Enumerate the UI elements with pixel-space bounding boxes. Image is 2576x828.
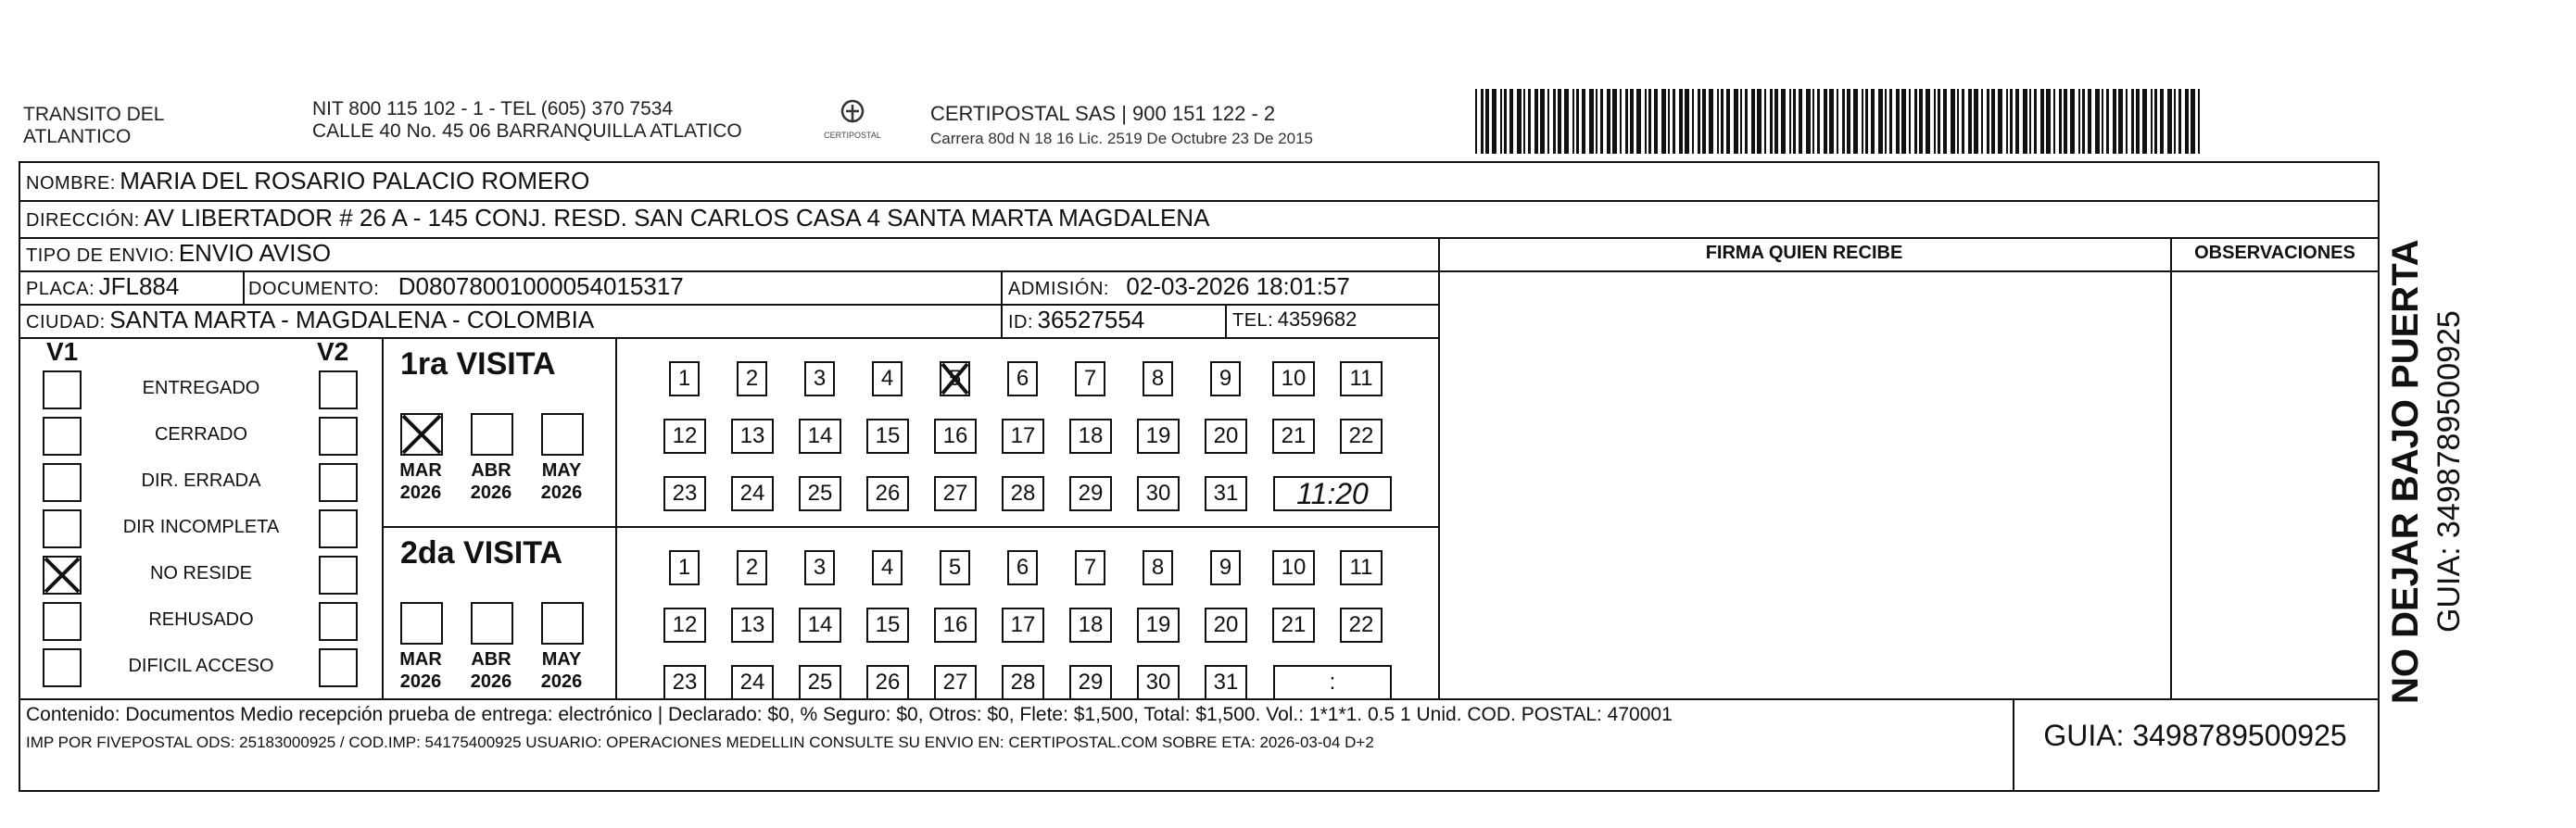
day-box[interactable]: 20 [1205, 419, 1247, 454]
barcode-bar [2106, 89, 2109, 154]
day-box[interactable]: 12 [663, 419, 706, 454]
barcode-bar [1504, 89, 1507, 154]
barcode-bar [2126, 89, 2128, 154]
day-box[interactable]: 22 [1340, 608, 1383, 643]
barcode-bar [1957, 89, 1959, 154]
v2-checkbox[interactable] [319, 556, 358, 595]
barcode-bar [2082, 89, 2085, 154]
side-guia: GUIA: 3498789500925 [2431, 310, 2467, 633]
day-box[interactable]: 1 [669, 361, 700, 396]
barcode-bar [1865, 89, 1868, 154]
checked-x-icon [400, 413, 443, 456]
barcode-bar [2113, 89, 2116, 154]
barcode-bar [1889, 89, 1892, 154]
day-box[interactable]: 24 [731, 476, 774, 511]
month-year: 2026 [540, 671, 583, 692]
barcode-bar [1837, 89, 1838, 154]
barcode-bar [1751, 89, 1755, 154]
barcode-bar [1974, 89, 1978, 154]
day-box[interactable]: 25 [799, 665, 841, 700]
placa-label: PLACA: [26, 279, 95, 299]
barcode-bar [1673, 89, 1675, 154]
firma-header: FIRMA QUIEN RECIBE [1705, 243, 1903, 263]
day-box[interactable]: 6 [1007, 550, 1038, 585]
barcode-bar [2088, 89, 2091, 154]
month-name: MAY [541, 460, 582, 481]
barcode-bar [1806, 89, 1811, 154]
day-box[interactable]: 4 [872, 550, 903, 585]
tel-label: TEL: [1232, 310, 1274, 331]
barcode-bar [1981, 89, 1983, 154]
barcode-bar [1853, 89, 1858, 154]
tipo-label: TIPO DE ENVIO: [26, 245, 175, 266]
observations-area[interactable] [2174, 274, 2374, 695]
day-box[interactable]: 2 [737, 550, 767, 585]
v2-checkbox[interactable] [319, 602, 358, 641]
guia-footer: GUIA: 3498789500925 [2043, 719, 2347, 752]
day-box[interactable]: 12 [663, 608, 706, 643]
v2-checkbox[interactable] [319, 463, 358, 502]
barcode-bar [1709, 89, 1713, 154]
v1-checkbox[interactable] [43, 463, 82, 502]
barcode-bar [1582, 89, 1585, 154]
placa-value: JFL884 [98, 272, 180, 300]
month-checkbox[interactable] [541, 413, 584, 456]
v2-checkbox[interactable] [319, 648, 358, 687]
divider [615, 337, 617, 698]
barcode-bar [1926, 89, 1930, 154]
barcode-bar [1793, 89, 1796, 154]
barcode-bar [1698, 89, 1700, 154]
checked-x-icon [940, 361, 970, 396]
divider [20, 337, 1438, 339]
barcode-bar [2102, 89, 2103, 154]
barcode-bar [1509, 89, 1513, 154]
day-box[interactable]: 10 [1272, 361, 1315, 396]
sender-contact [312, 98, 742, 143]
month-year: 2026 [470, 483, 512, 503]
day-box[interactable]: 26 [866, 665, 909, 700]
barcode-bar [2131, 89, 2134, 154]
day-box[interactable]: 11 [1340, 361, 1383, 396]
v2-label: V2 [317, 337, 349, 366]
barcode-bar [1943, 89, 1947, 154]
direccion-field [26, 202, 1209, 238]
nombre-field [26, 165, 589, 201]
barcode-bar [1564, 89, 1569, 154]
barcode-bar [1934, 89, 1936, 154]
admision-field [1008, 270, 1350, 307]
day-box[interactable]: 28 [1002, 476, 1044, 511]
month-checkbox[interactable] [400, 413, 443, 456]
barcode-bar [2151, 89, 2153, 154]
barcode-bar [1878, 89, 1883, 154]
barcode-bar [1847, 89, 1850, 154]
v1-label: V1 [46, 337, 79, 366]
delivery-form [19, 161, 2380, 792]
barcode-bar [2029, 89, 2031, 154]
ciudad-label: CIUDAD: [26, 312, 106, 332]
barcode-bar [2040, 89, 2044, 154]
day-box[interactable]: 7 [1075, 550, 1105, 585]
day-box[interactable]: 19 [1137, 608, 1180, 643]
barcode-bar [1734, 89, 1738, 154]
tipo-envio-field [26, 237, 331, 273]
day-box[interactable]: 19 [1137, 419, 1180, 454]
day-box[interactable]: 6 [1007, 361, 1038, 396]
barcode-bar [1547, 89, 1549, 154]
month-checkbox[interactable] [471, 602, 513, 645]
day-box[interactable]: 13 [731, 608, 774, 643]
barcode-bar [2191, 89, 2195, 154]
logo-text: CERTIPOSTAL [824, 131, 881, 140]
month-year: 2026 [540, 483, 583, 503]
month-label [463, 648, 519, 693]
id-label: ID: [1008, 312, 1034, 332]
barcode-bar [2064, 89, 2067, 154]
divider [243, 270, 245, 304]
divider [1225, 304, 1227, 337]
barcode-bar [1481, 89, 1484, 154]
barcode-bar [1789, 89, 1791, 154]
day-box[interactable]: 2 [737, 361, 767, 396]
barcode-bar [1517, 89, 1522, 154]
day-box[interactable]: 24 [731, 665, 774, 700]
month-checkbox[interactable] [471, 413, 513, 456]
barcode-bar [1862, 89, 1863, 154]
day-box[interactable]: 11 [1340, 550, 1383, 585]
admision-label: ADMISIÓN: [1008, 279, 1109, 299]
barcode-bar [1685, 89, 1689, 154]
divider [2170, 237, 2172, 698]
nombre-label: NOMBRE: [26, 173, 116, 194]
barcode-bar [2174, 89, 2176, 154]
id-field [1008, 304, 1144, 340]
barcode-bar [2046, 89, 2051, 154]
barcode-bar [1540, 89, 1545, 154]
barcode-bar [1661, 89, 1666, 154]
barcode-bar [1871, 89, 1875, 154]
barcode-bar [1998, 89, 2002, 154]
day-box[interactable]: 23 [663, 665, 706, 700]
barcode-bar [1534, 89, 1538, 154]
footer-content-line: Contenido: Documentos Medio recepción prueba de entrega: electrónico | Declarado: $0, % Seguro: $0, Otros: $0, Flete: $1,500, Total: $1,500. Vol.: 1*1*1. 0.5 1 Unid. COD. POSTAL: 470001 [26, 704, 1673, 725]
barcode-bar [2185, 89, 2189, 154]
barcode-bar [1620, 89, 1622, 154]
first-visit-title: 1ra VISITA [400, 346, 556, 382]
barcode-bar [1648, 89, 1651, 154]
tel-value: 4359682 [1277, 307, 1357, 331]
day-box[interactable]: 16 [934, 419, 977, 454]
day-box[interactable]: 31 [1205, 665, 1247, 700]
no-dejar-notice: NO DEJAR BAJO PUERTA [2385, 239, 2426, 704]
barcode-bar [2160, 89, 2164, 154]
signature-area[interactable] [1442, 274, 2166, 695]
barcode-bar [2136, 89, 2140, 154]
barcode-bar [1726, 89, 1730, 154]
barcode-bar [1774, 89, 1778, 154]
barcode-bar [1919, 89, 1923, 154]
sender-line-1: TRANSITO DEL [23, 104, 165, 125]
barcode-bar [1781, 89, 1786, 154]
status-option-label: DIFICIL ACCESO [128, 656, 274, 676]
barcode-bar [1500, 89, 1502, 154]
v1-checkbox[interactable] [43, 556, 82, 595]
barcode-bar [2198, 89, 2200, 154]
tel-field [1232, 304, 1357, 338]
barcode-bar [1962, 89, 1964, 154]
barcode-bar [1740, 89, 1742, 154]
day-box[interactable]: 27 [934, 665, 977, 700]
barcode-bar [1951, 89, 1955, 154]
barcode-bar [2059, 89, 2062, 154]
month-year: 2026 [399, 483, 442, 503]
month-label [463, 459, 519, 504]
documento-label: DOCUMENTO: [248, 279, 380, 299]
barcode-bar [1607, 89, 1610, 154]
divider [1438, 237, 1440, 698]
month-name: MAR [399, 460, 442, 481]
barcode-bar [1668, 89, 1670, 154]
direccion-label: DIRECCIÓN: [26, 210, 140, 231]
barcode-bar [1799, 89, 1802, 154]
barcode-bar [1636, 89, 1641, 154]
barcode-bar [2118, 89, 2123, 154]
month-year: 2026 [470, 671, 512, 692]
day-box[interactable]: 31 [1205, 476, 1247, 511]
month-name: ABR [471, 649, 511, 670]
barcode-bar [1475, 89, 1477, 154]
month-year: 2026 [399, 671, 442, 692]
footer-print-line: IMP POR FIVEPOSTAL ODS: 25183000925 / COD.IMP: 54175400925 USUARIO: OPERACIONES MEDELLIN CONSULTE SU ENVIO EN: CERTIPOSTAL.COM SOBRE ETA: 2026-03-04 D+2 [26, 734, 1374, 751]
admision-value: 02-03-2026 18:01:57 [1126, 272, 1350, 300]
barcode-bar [2142, 89, 2147, 154]
day-box[interactable]: 27 [934, 476, 977, 511]
barcode-bar [1630, 89, 1634, 154]
barcode-bar [2078, 89, 2080, 154]
barcode-bar [1702, 89, 1706, 154]
barcode-bar [1842, 89, 1845, 154]
month-checkbox[interactable] [400, 602, 443, 645]
barcode-bar [1901, 89, 1906, 154]
status-option-label: DIR. ERRADA [141, 470, 261, 491]
barcode-bar [1885, 89, 1887, 154]
day-box[interactable]: 1 [669, 550, 700, 585]
sender-line-2: ATLANTICO [23, 126, 132, 147]
barcode-bar [1938, 89, 1940, 154]
nit-line: NIT 800 115 102 - 1 - TEL (605) 370 7534 [312, 98, 674, 119]
barcode-bar [1817, 89, 1820, 154]
barcode-bar [1770, 89, 1773, 154]
barcode-bar [1721, 89, 1724, 154]
logo-icon [834, 98, 871, 130]
v1-checkbox[interactable] [43, 602, 82, 641]
time-box[interactable]: : [1273, 665, 1392, 700]
day-box[interactable]: 7 [1075, 361, 1105, 396]
day-box[interactable]: 28 [1002, 665, 1044, 700]
day-box[interactable]: 17 [1002, 419, 1044, 454]
status-option-label: DIR INCOMPLETA [122, 517, 280, 537]
divider [20, 237, 2378, 239]
v2-checkbox[interactable] [319, 370, 358, 409]
divider [20, 698, 2378, 700]
divider [382, 337, 384, 698]
barcode-bar [1572, 89, 1574, 154]
second-visit-title: 2da VISITA [400, 535, 563, 571]
id-value: 36527554 [1037, 306, 1145, 333]
barcode-bar [2010, 89, 2013, 154]
day-box[interactable]: 3 [804, 550, 835, 585]
barcode-bar [2053, 89, 2055, 154]
barcode-bar [1757, 89, 1762, 154]
placa-field [26, 270, 179, 307]
barcode-bar [1558, 89, 1561, 154]
status-option-label: ENTREGADO [142, 378, 260, 398]
day-box[interactable]: 3 [804, 361, 835, 396]
day-box[interactable]: 18 [1069, 419, 1112, 454]
day-box[interactable]: 18 [1069, 608, 1112, 643]
barcode-bar [2070, 89, 2075, 154]
v1-checkbox[interactable] [43, 509, 82, 548]
documento-value: D08078001000054015317 [398, 272, 684, 300]
status-option-label: NO RESIDE [149, 563, 253, 583]
month-label [393, 459, 448, 504]
documento-field [248, 270, 684, 307]
certipostal-logo [815, 98, 890, 140]
day-box[interactable]: 26 [866, 476, 909, 511]
day-box[interactable]: 9 [1210, 550, 1241, 585]
observaciones-header: OBSERVACIONES [2194, 243, 2355, 263]
day-box[interactable]: 15 [866, 608, 909, 643]
barcode [1475, 89, 2207, 154]
barcode-bar [1596, 89, 1597, 154]
ciudad-field [26, 304, 594, 340]
day-box[interactable]: 8 [1143, 550, 1173, 585]
day-box[interactable]: 30 [1137, 665, 1180, 700]
day-box[interactable]: 20 [1205, 608, 1247, 643]
barcode-bar [2095, 89, 2100, 154]
license-line: Carrera 80d N 18 16 Lic. 2519 De Octubre 23 De 2015 [930, 130, 1313, 147]
barcode-bar [1829, 89, 1834, 154]
month-label [534, 459, 589, 504]
company-line: CERTIPOSTAL SAS | 900 151 122 - 2 [930, 102, 1276, 125]
barcode-bar [2178, 89, 2181, 154]
day-box[interactable]: 30 [1137, 476, 1180, 511]
barcode-bar [1589, 89, 1594, 154]
checked-x-icon [43, 556, 82, 595]
ciudad-value: SANTA MARTA - MAGDALENA - COLOMBIA [109, 306, 595, 333]
barcode-bar [1576, 89, 1579, 154]
tipo-value: ENVIO AVISO [178, 239, 332, 267]
month-label [393, 648, 448, 693]
barcode-graphic [1475, 89, 2207, 154]
day-box[interactable]: 13 [731, 419, 774, 454]
barcode-bar [1679, 89, 1683, 154]
day-box[interactable]: 22 [1340, 419, 1383, 454]
day-box[interactable]: 16 [934, 608, 977, 643]
barcode-bar [2023, 89, 2027, 154]
barcode-bar [1654, 89, 1658, 154]
day-box[interactable]: 23 [663, 476, 706, 511]
barcode-bar [1745, 89, 1748, 154]
day-box[interactable]: 14 [799, 608, 841, 643]
nombre-value: MARIA DEL ROSARIO PALACIO ROMERO [120, 167, 590, 194]
barcode-bar [1764, 89, 1766, 154]
barcode-bar [1914, 89, 1917, 154]
month-name: MAR [399, 649, 442, 670]
barcode-bar [1645, 89, 1647, 154]
barcode-bar [2167, 89, 2172, 154]
barcode-bar [1991, 89, 1995, 154]
barcode-bar [1528, 89, 1531, 154]
barcode-bar [1968, 89, 1972, 154]
address-line: CALLE 40 No. 45 06 BARRANQUILLA ATLATICO [312, 120, 742, 142]
status-option-label: REHUSADO [148, 609, 254, 630]
v1-checkbox[interactable] [43, 417, 82, 456]
barcode-bar [2006, 89, 2008, 154]
day-box[interactable]: 5 [940, 550, 970, 585]
month-name: MAY [541, 649, 582, 670]
barcode-bar [1987, 89, 1989, 154]
day-box[interactable]: 9 [1210, 361, 1241, 396]
day-box[interactable]: 29 [1069, 665, 1112, 700]
sender-name [23, 104, 164, 148]
day-box[interactable]: 29 [1069, 476, 1112, 511]
barcode-bar [1824, 89, 1827, 154]
month-label [534, 648, 589, 693]
direccion-value: AV LIBERTADOR # 26 A - 145 CONJ. RESD. SAN CARLOS CASA 4 SANTA MARTA MAGDALENA [144, 204, 1210, 232]
barcode-bar [1909, 89, 1911, 154]
barcode-bar [1523, 89, 1525, 154]
barcode-bar [1612, 89, 1617, 154]
day-box[interactable]: 21 [1272, 608, 1315, 643]
divider [1438, 270, 2378, 272]
barcode-bar [1485, 89, 1489, 154]
status-option-label: CERRADO [154, 424, 247, 445]
month-checkbox[interactable] [541, 602, 584, 645]
day-box[interactable]: 15 [866, 419, 909, 454]
v2-checkbox[interactable] [319, 417, 358, 456]
barcode-bar [1896, 89, 1900, 154]
divider [382, 526, 615, 528]
v1-checkbox[interactable] [43, 370, 82, 409]
barcode-bar [2015, 89, 2019, 154]
day-box[interactable]: 8 [1143, 361, 1173, 396]
day-box[interactable]: 25 [799, 476, 841, 511]
barcode-bar [1625, 89, 1628, 154]
day-box[interactable]: 17 [1002, 608, 1044, 643]
day-box[interactable]: 10 [1272, 550, 1315, 585]
divider [615, 526, 1438, 528]
day-box[interactable]: 4 [872, 361, 903, 396]
time-box[interactable]: 11:20 [1273, 476, 1392, 511]
barcode-bar [2154, 89, 2157, 154]
barcode-bar [1812, 89, 1814, 154]
barcode-bar [2034, 89, 2037, 154]
v1-checkbox[interactable] [43, 648, 82, 687]
barcode-bar [1692, 89, 1694, 154]
day-box[interactable]: 5 [940, 361, 970, 396]
barcode-bar [1492, 89, 1496, 154]
month-name: ABR [471, 460, 511, 481]
barcode-bar [1600, 89, 1603, 154]
day-box[interactable]: 21 [1272, 419, 1315, 454]
day-box[interactable]: 14 [799, 419, 841, 454]
barcode-bar [1553, 89, 1556, 154]
barcode-bar [1717, 89, 1719, 154]
v2-checkbox[interactable] [319, 509, 358, 548]
